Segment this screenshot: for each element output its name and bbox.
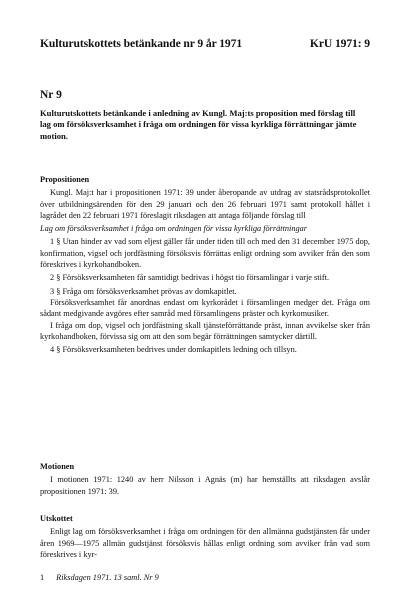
section-heading: Propositionen [40,175,90,184]
paragraph-4: 4 § Försöksverksamheten bedrives under domkapitlets ledning och tillsyn. [50,345,297,355]
section-heading: Utskottet [40,514,73,523]
paragraph-1: 1 § Utan hinder av vad som eljest gäller får under tiden till och med den 31 december 1975 dop, konfirmation, vigsel och jordfästning försöksvis förrättas enligt ordning som avviker från den som föreskrives i kyrkohandboken. [40,237,370,270]
report-title: Kulturutskottets betänkande i anledning av Kungl. Maj:ts proposition med förslag till lag om försöksverksamhet i fråga om ordningen för vissa kyrkliga förrättningar jämte motion. [40,108,357,141]
header-title: Kulturutskottets betänkande nr 9 år 1971 [40,37,243,50]
paragraph-2: 2 § Försöksverksamheten får samtidigt bedrivas i högst tio församlingar i varje stift. [50,273,330,283]
paragraph-3: 3 § Fråga om försöksverksamhet prövas av domkapitlet. [50,286,237,296]
utskottet-text: Enligt lag om försöksverksamhet i fråga om ordningen för den allmänna gudstjänsten får under åren 1969—1975 allmän gudstjänst försöksvis hållas enligt ordning som avviker från vad som föreskrives i kyr- [40,527,370,559]
section-heading: Motionen [40,462,75,471]
section-motionen [40,461,370,497]
footer-reference: Riksdagen 1971. 13 saml. Nr 9 [56,573,159,582]
header-reference: KrU 1971: 9 [309,37,370,50]
report-number: Nr 9 [40,89,62,101]
paragraph-3-c: I fråga om dop, vigsel och jordfästning skall tjänsteförrättande präst, innan avvikelse sker från kyrkohandboken, förvissa sig om att den som begär förrättningen samtycker därtill. [40,320,370,341]
page-number: 1 [40,573,45,582]
law-title: Lag om försöksverksamhet i fråga om ordningen för vissa kyrkliga förrättningar [40,224,308,234]
running-header [40,37,370,50]
section-utskottet [40,513,370,560]
motionen-text: I motionen 1971: 1240 av herr Nilsson i Agnäs (m) har hemställts att riksdagen avslår propositionen 1971: 39. [40,475,370,496]
section-propositionen [40,174,370,355]
paragraph-3-b: Försöksverksamhet får anordnas endast om kyrkorådet i församlingen medger det. Fråga om sådant medgivande avgöres efter samråd med församlingens präster och kyrkomusiker. [40,297,370,319]
page-footer [40,573,159,582]
propositionen-intro: Kungl. Maj:t har i propositionen 1971: 39 under åberopande av utdrag av statsrådsprotokollet över utbildningsärenden för den 29 januari och den 26 februari 1971 samt protokoll hållet i lagrådet den 22 februari 1971 föreslagit riksdagen att antaga följande förslag till [40,188,370,220]
